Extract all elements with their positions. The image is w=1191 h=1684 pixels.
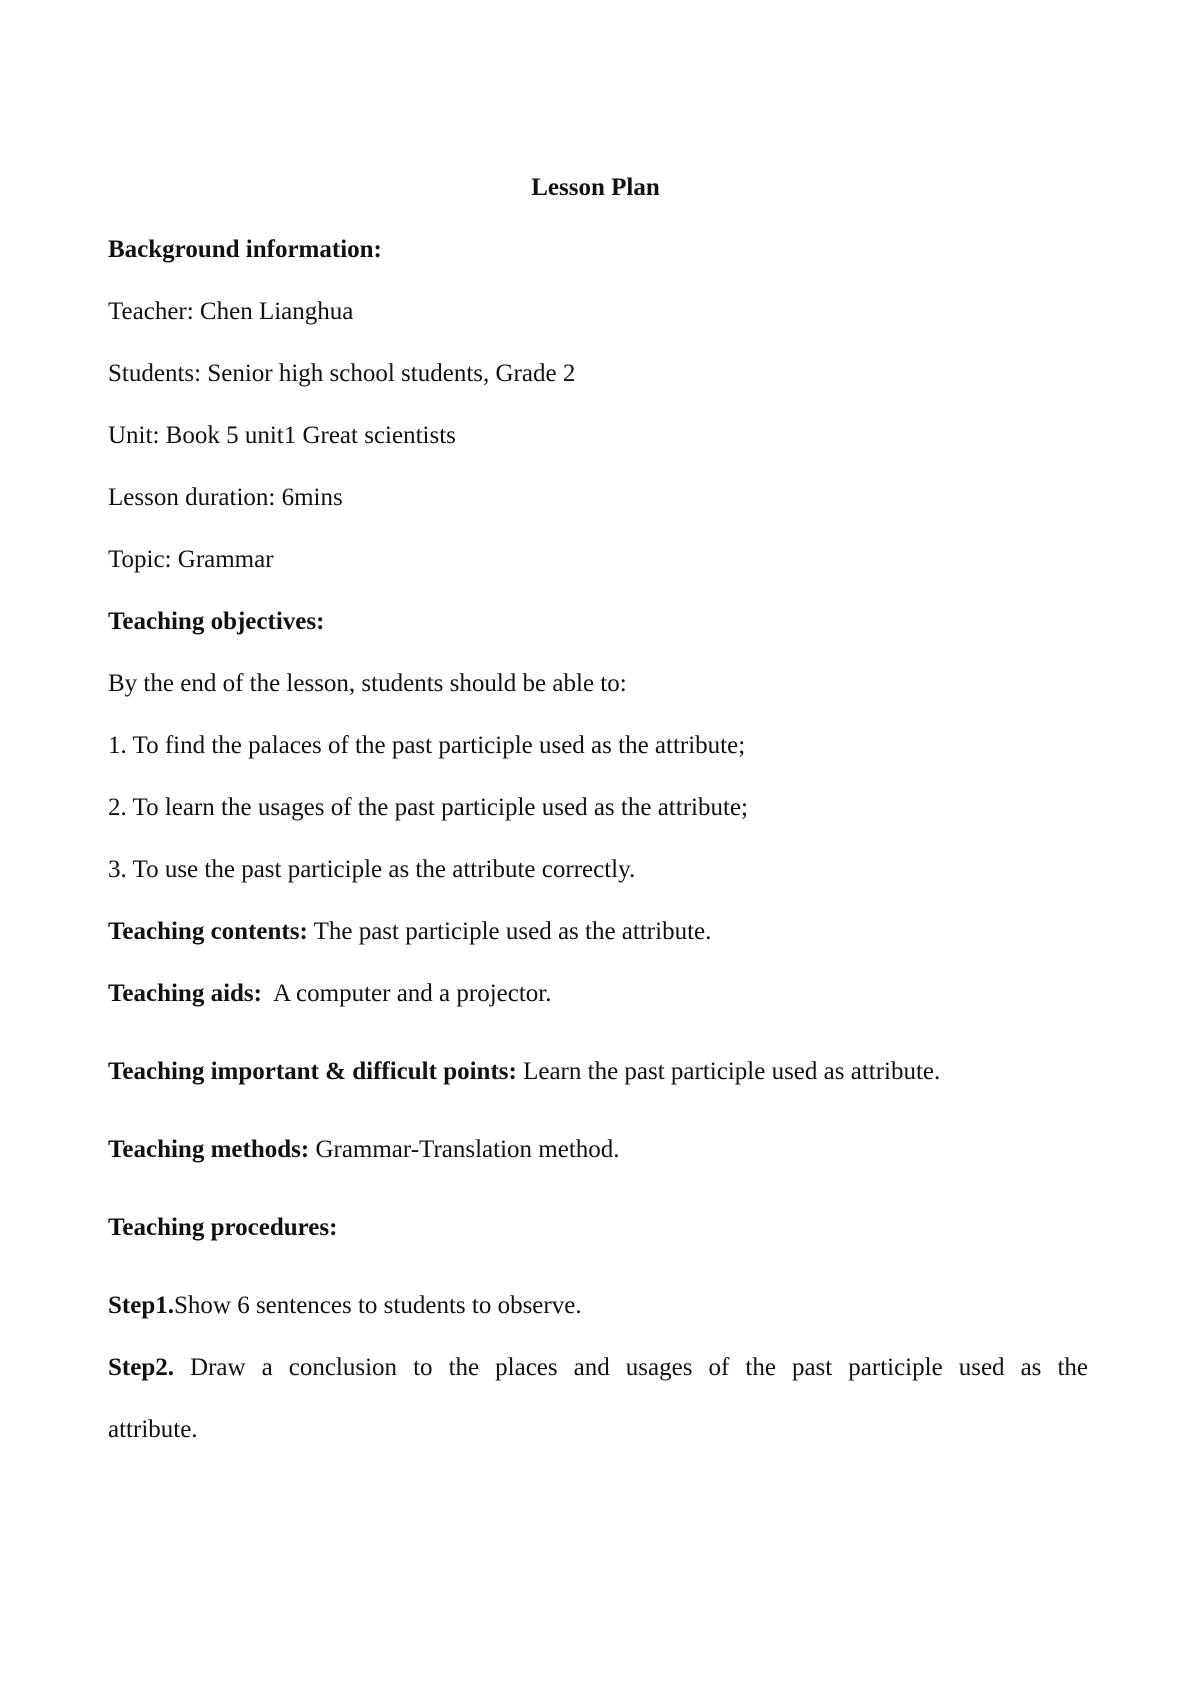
students-line: Students: Senior high school students, Grade 2 bbox=[108, 360, 576, 387]
aids-text: A computer and a projector. bbox=[261, 980, 552, 1007]
procedures-heading: Teaching procedures: bbox=[108, 1214, 338, 1241]
methods-line bbox=[108, 1135, 620, 1165]
contents-line bbox=[108, 917, 711, 947]
methods-label: Teaching methods: bbox=[108, 1136, 310, 1163]
objectives-intro: By the end of the lesson, students should be able to: bbox=[108, 670, 627, 697]
points-label: Teaching important & difficult points: bbox=[108, 1058, 517, 1085]
methods-text: Grammar-Translation method. bbox=[309, 1136, 620, 1163]
step2-line bbox=[108, 1353, 1088, 1383]
background-heading: Background information: bbox=[108, 236, 382, 263]
contents-text: The past participle used as the attribute. bbox=[307, 918, 712, 945]
aids-label: Teaching aids: bbox=[108, 980, 262, 1007]
duration-line: Lesson duration: 6mins bbox=[108, 484, 343, 511]
topic-line: Topic: Grammar bbox=[108, 546, 274, 573]
objective-item: 3. To use the past participle as the attribute correctly. bbox=[108, 856, 636, 883]
points-text: Learn the past participle used as attribute. bbox=[516, 1058, 941, 1085]
step2-text-line1: Draw a conclusion to the places and usages of the past participle used as the bbox=[173, 1354, 1088, 1381]
aids-line bbox=[108, 979, 552, 1009]
points-line bbox=[108, 1057, 940, 1087]
unit-line: Unit: Book 5 unit1 Great scientists bbox=[108, 422, 456, 449]
step2-label: Step2. bbox=[108, 1354, 174, 1381]
contents-label: Teaching contents: bbox=[108, 918, 308, 945]
objectives-heading: Teaching objectives: bbox=[108, 608, 325, 635]
objective-item: 2. To learn the usages of the past participle used as the attribute; bbox=[108, 794, 748, 821]
step1-label: Step1. bbox=[108, 1292, 174, 1319]
teacher-line: Teacher: Chen Lianghua bbox=[108, 298, 354, 325]
step2-continuation: attribute. bbox=[108, 1416, 198, 1443]
step1-text: Show 6 sentences to students to observe. bbox=[173, 1292, 582, 1319]
objective-item: 1. To find the palaces of the past participle used as the attribute; bbox=[108, 732, 746, 759]
document-title: Lesson Plan bbox=[531, 174, 660, 201]
step1-line bbox=[108, 1291, 582, 1321]
